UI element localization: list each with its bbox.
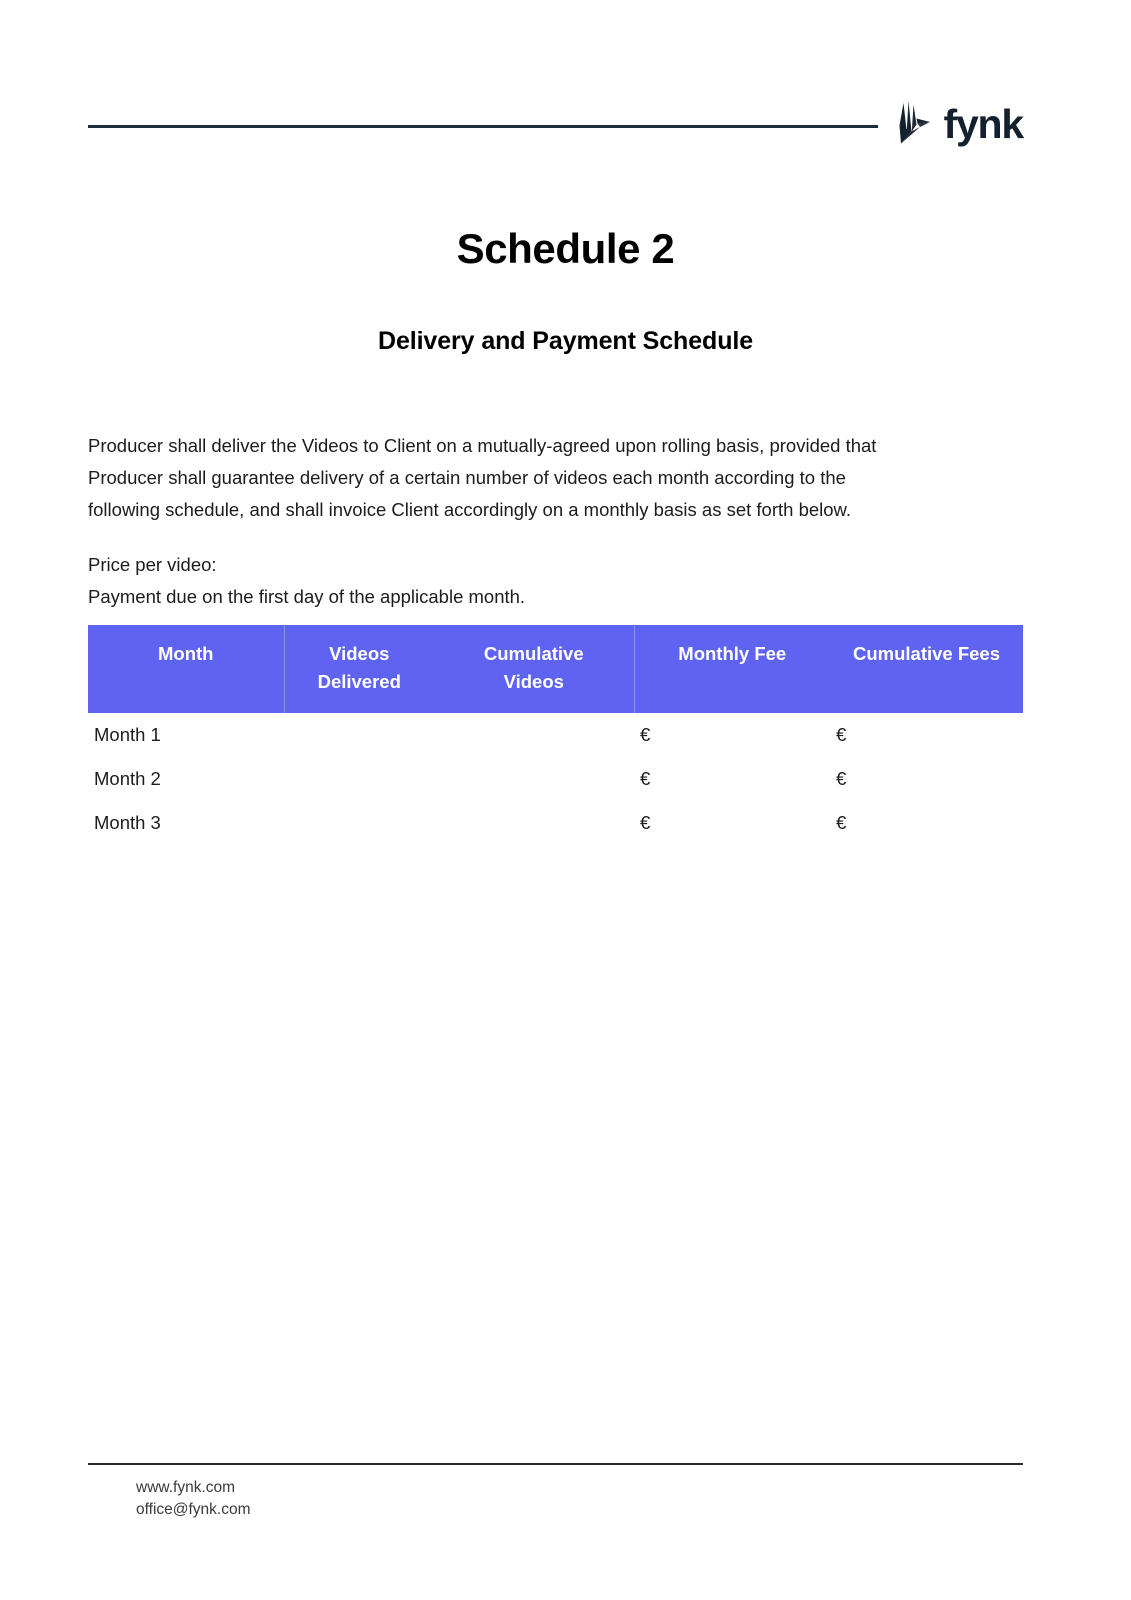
footer-website-link[interactable]: www.fynk.com	[136, 1479, 236, 1496]
brand-wordmark: fynk	[943, 100, 1023, 147]
table-body	[88, 713, 1023, 845]
table-header-row	[88, 625, 1023, 713]
cell-month: Month 3	[88, 801, 284, 845]
column-header-videos-delivered	[284, 625, 434, 713]
page-title: Schedule 2	[456, 225, 675, 272]
column-header-videos-delivered-line1: Videos	[329, 643, 390, 664]
cell-monthly-fee[interactable]: €	[634, 801, 830, 845]
delivery-payment-table	[88, 625, 1023, 845]
cell-cumulative-videos[interactable]	[434, 801, 634, 845]
cell-monthly-fee[interactable]: €	[634, 757, 830, 801]
column-header-monthly-fee	[634, 625, 830, 713]
column-header-monthly-fee-line1: Monthly Fee	[678, 643, 787, 664]
intro-paragraph-line-2: Producer shall guarantee delivery of a certain number of videos each month according to the	[88, 467, 846, 488]
cell-monthly-fee[interactable]: €	[634, 713, 830, 757]
intro-paragraph	[88, 430, 998, 526]
body-content	[88, 430, 998, 613]
intro-paragraph-line-1: Producer shall deliver the Videos to Client on a mutually-agreed upon rolling basis, provided that	[88, 435, 877, 456]
cell-month: Month 2	[88, 757, 284, 801]
origami-bird-icon	[886, 100, 932, 146]
cell-cumulative-fees[interactable]: €	[830, 757, 1023, 801]
price-note-paragraph	[88, 549, 998, 613]
payment-due-note: Payment due on the first day of the applicable month.	[88, 586, 526, 607]
column-header-cumulative-fees-line1: Cumulative Fees	[852, 643, 1001, 664]
cell-cumulative-fees[interactable]: €	[830, 713, 1023, 757]
document-footer	[88, 1463, 1023, 1521]
page-subtitle: Delivery and Payment Schedule	[377, 327, 754, 355]
price-per-video-label: Price per video:	[88, 554, 217, 575]
header-divider-rule	[88, 125, 878, 128]
column-header-month	[88, 625, 284, 713]
column-header-cumulative-fees	[830, 625, 1023, 713]
intro-paragraph-line-3: following schedule, and shall invoice Client accordingly on a monthly basis as set forth below.	[88, 499, 852, 520]
cell-cumulative-videos[interactable]	[434, 713, 634, 757]
column-header-cumulative-videos-line2: Videos	[503, 671, 564, 692]
table-row	[88, 801, 1023, 845]
brand-logo	[886, 92, 1023, 154]
table-header	[88, 625, 1023, 713]
cell-cumulative-videos[interactable]	[434, 757, 634, 801]
column-header-cumulative-videos-line1: Cumulative	[483, 643, 584, 664]
footer-email-link[interactable]: office@fynk.com	[136, 1501, 251, 1518]
cell-videos-delivered[interactable]	[284, 801, 434, 845]
column-header-month-line1: Month	[158, 643, 214, 664]
footer-contact-block	[88, 1477, 1023, 1521]
cell-videos-delivered[interactable]	[284, 757, 434, 801]
cell-videos-delivered[interactable]	[284, 713, 434, 757]
table-row	[88, 713, 1023, 757]
table-row	[88, 757, 1023, 801]
cell-month: Month 1	[88, 713, 284, 757]
column-header-cumulative-videos	[434, 625, 634, 713]
column-header-videos-delivered-line2: Delivered	[317, 671, 401, 692]
document-header	[88, 92, 1023, 156]
footer-divider-rule	[88, 1463, 1023, 1465]
cell-cumulative-fees[interactable]: €	[830, 801, 1023, 845]
